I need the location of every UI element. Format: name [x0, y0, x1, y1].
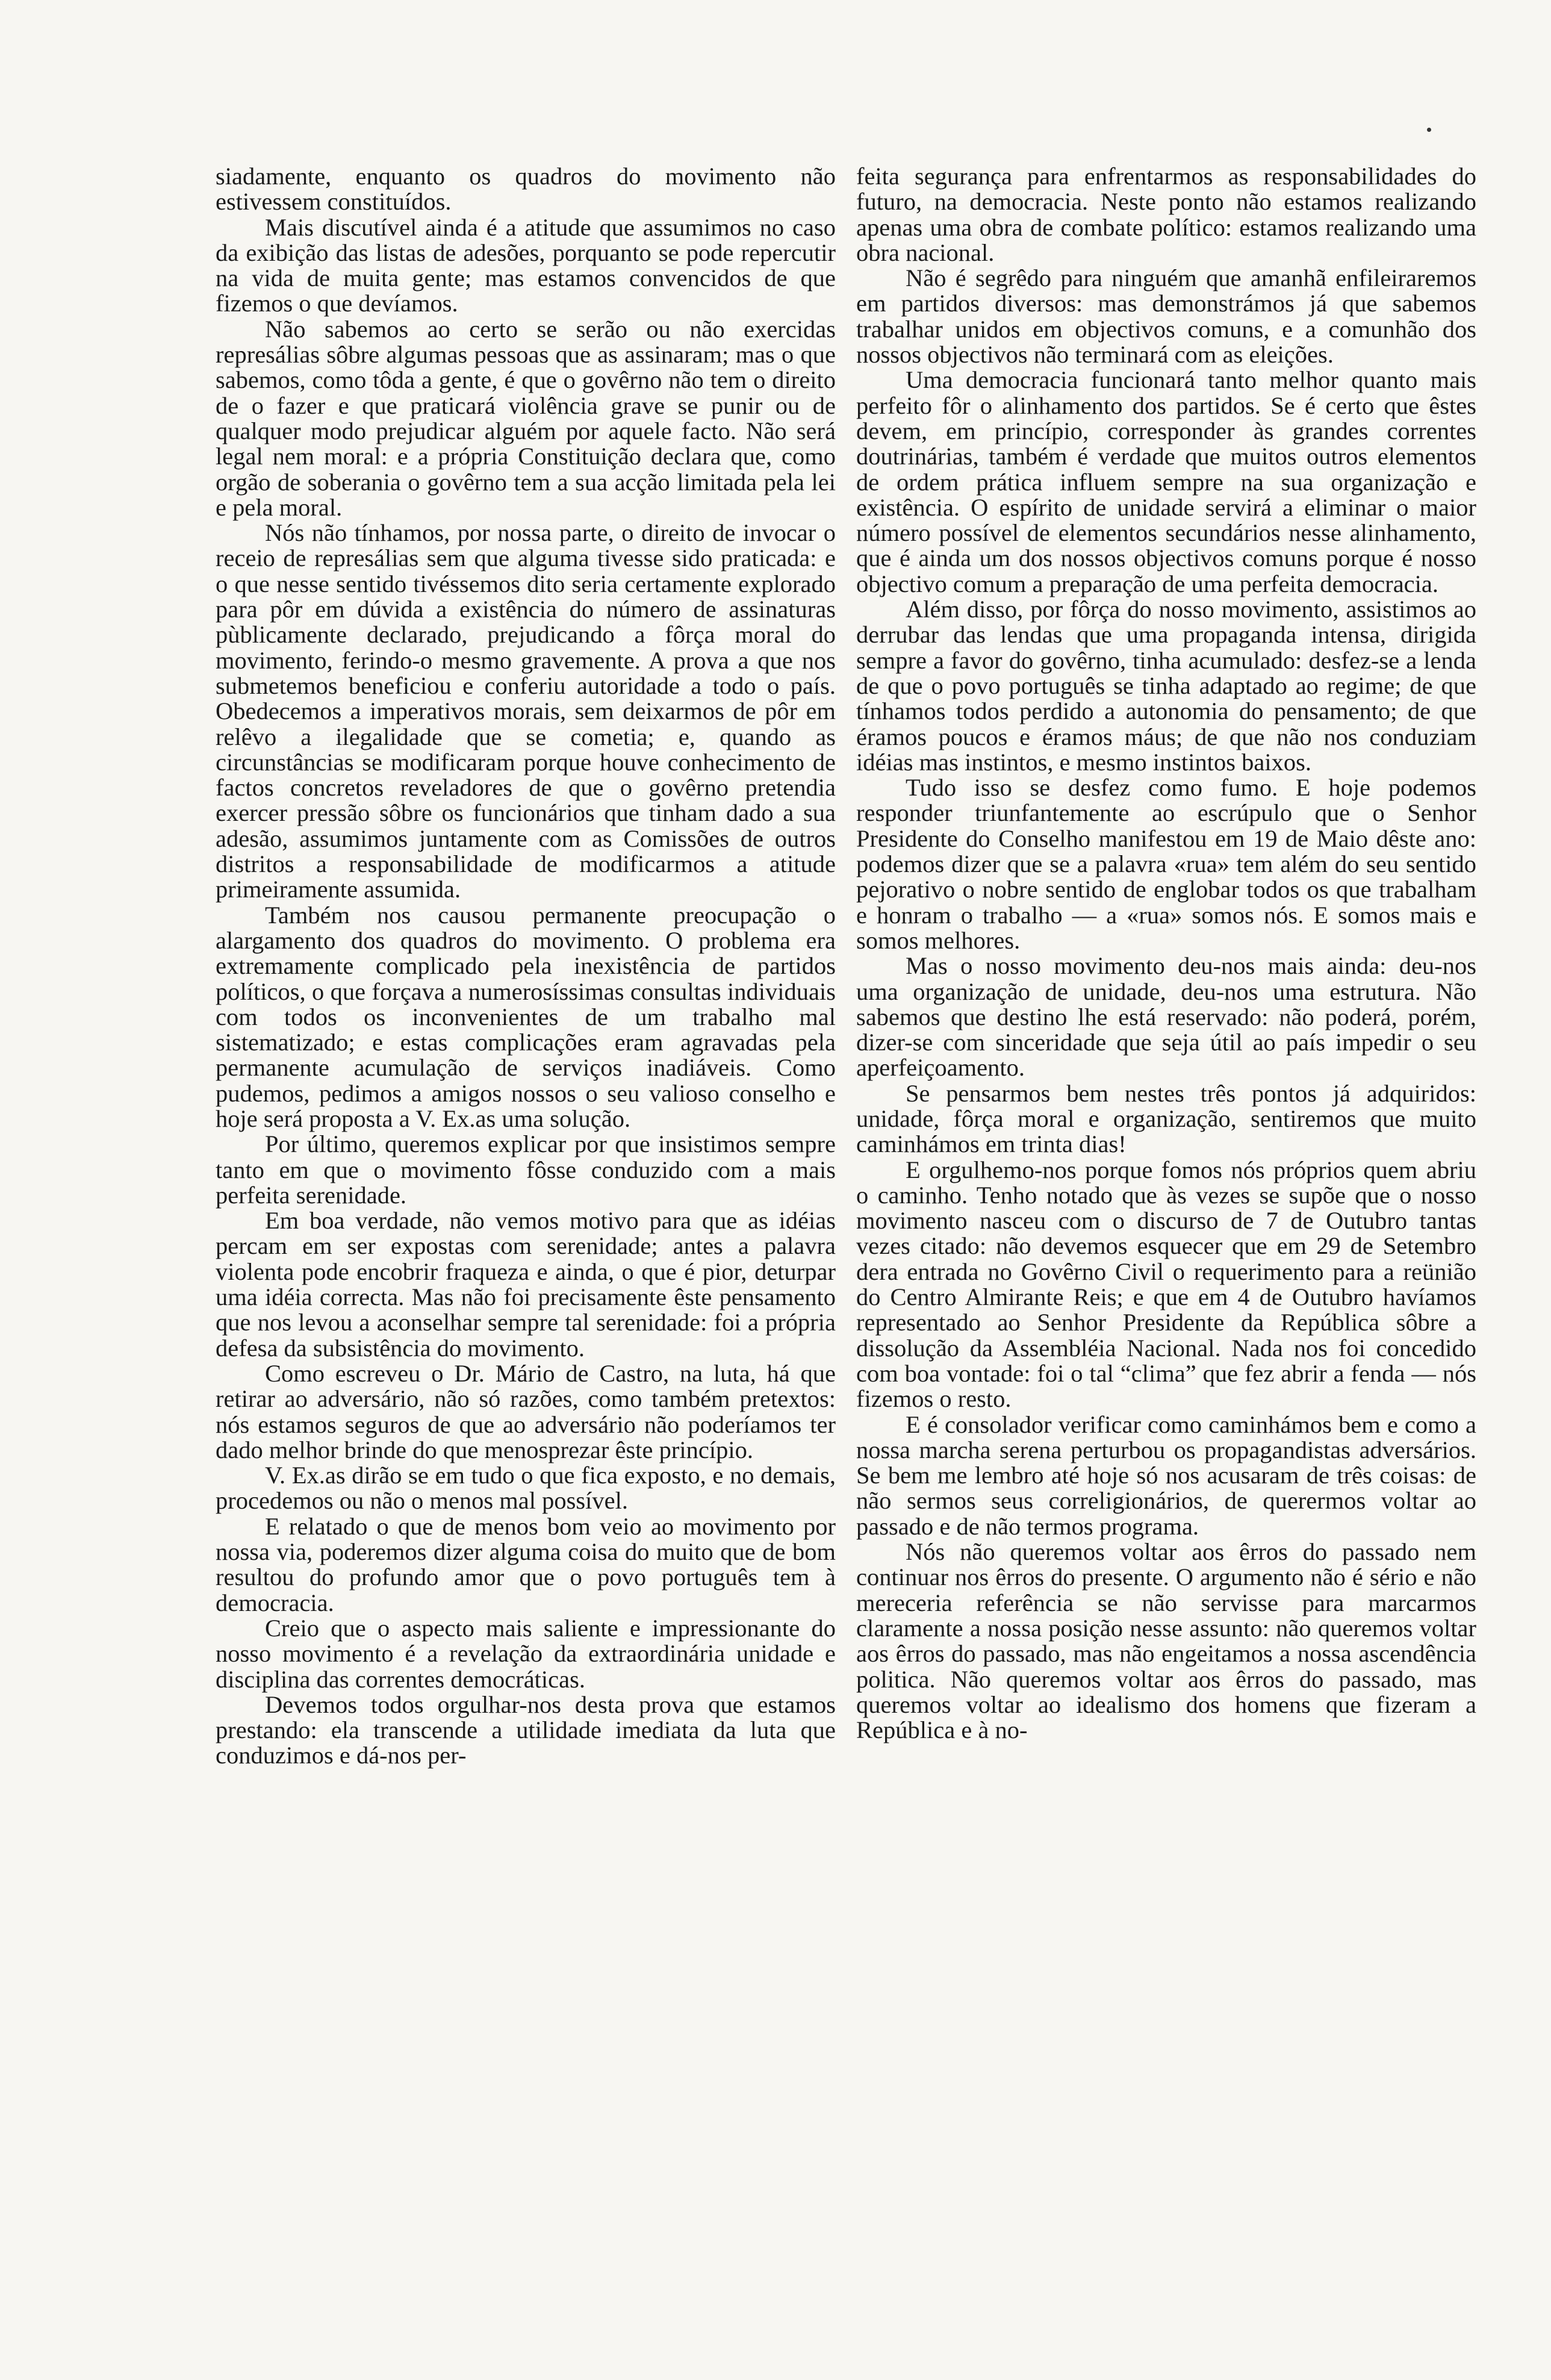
paragraph: Não é segrêdo para ninguém que amanhã enfileiraremos em partidos diversos: mas demonstrámos já que sabemos trabalhar unidos em objectivos comuns, e a comunhão dos nossos objectivos não terminará com as eleições.: [856, 264, 1476, 369]
paragraph: Se pensarmos bem nestes três pontos já adquiridos: unidade, fôrça moral e organização, sentiremos que muito caminhámos em trinta dias!: [856, 1079, 1476, 1158]
paragraph: Por último, queremos explicar por que insistimos sempre tanto em que o movimento fôsse conduzido com a mais perfeita serenidade.: [216, 1130, 836, 1209]
paragraph: E relatado o que de menos bom veio ao movimento por nossa via, poderemos dizer alguma coisa do muito que de bom resultou do profundo amor que o povo português tem à democracia.: [216, 1512, 836, 1616]
paragraph: Também nos causou permanente preocupação o alargamento dos quadros do movimento. O problema era extremamente complicado pela inexistência de partidos políticos, o que forçava a numerosíssimas consultas individuais com todos os inconvenientes de um trabalho mal sistematizado; e estas complicações eram agravadas pela permanente acumulação de serviços inadiáveis. Como pudemos, pedimos a amigos nossos o seu valioso conselho e hoje será proposta a V. Ex.as uma solução.: [216, 901, 836, 1132]
left-column: [216, 164, 836, 2308]
paragraph: E orgulhemo-nos porque fomos nós próprios quem abriu o caminho. Tenho notado que às vezes se supõe que o nosso movimento nasceu com o discurso de 7 de Outubro tantas vezes citado: não devemos esquecer que em 29 de Setembro dera entrada no Govêrno Civil o requerimento para a reünião do Centro Almirante Reis; e que em 4 de Outubro havíamos representado ao Senhor Presidente da República sôbre a dissolução da Assembléia Nacional. Nada nos foi concedido com boa vontade: foi o tal “clima” que fez abrir a fenda — nós fizemos o resto.: [856, 1156, 1476, 1413]
paragraph: Uma democracia funcionará tanto melhor quanto mais perfeito fôr o alinhamento dos partidos. Se é certo que êstes devem, em princípio, corresponder às grandes correntes doutrinárias, também é verdade que muitos outros elementos de ordem prática influem sempre na sua organização e existência. O espírito de unidade servirá a eliminar o maior número possível de elementos secundários nesse alinhamento, que é ainda um dos nossos objectivos comuns porque é nosso objectivo comum a preparação de uma perfeita democracia.: [856, 366, 1476, 597]
paragraph: Mais discutível ainda é a atitude que assumimos no caso da exibição das listas de adesões, porquanto se pode repercutir na vida de muita gente; mas estamos convencidos de que fizemos o que devíamos.: [216, 213, 836, 317]
paragraph: Em boa verdade, não vemos motivo para que as idéias percam em ser expostas com serenidade; antes a palavra violenta pode encobrir fraqueza e ainda, o que é pior, deturpar uma idéia correcta. Mas não foi precisamente êste pensamento que nos levou a aconselhar sempre tal serenidade: foi a própria defesa da subsistência do movimento.: [216, 1207, 836, 1362]
paragraph: Tudo isso se desfez como fumo. E hoje podemos responder triunfantemente ao escrúpulo que o Senhor Presidente do Conselho manifestou em 19 de Maio dêste ano: podemos dizer que se a palavra «rua» tem além do seu sentido pejorativo o nobre sentido de englobar todos os que trabalham e honram o trabalho — a «rua» somos nós. E somos mais e somos melhores.: [856, 774, 1476, 954]
paragraph: Além disso, por fôrça do nosso movimento, assistimos ao derrubar das lendas que uma propaganda intensa, dirigida sempre a favor do govêrno, tinha acumulado: desfez-se a lenda de que o povo português se tinha adaptado ao regime; de que tínhamos todos perdido a autonomia do pensamento; de que éramos poucos e éramos máus; de que não nos conduziam idéias mas instintos, e mesmo instintos baixos.: [856, 596, 1476, 776]
paragraph: siadamente, enquanto os quadros do movimento não estivessem constituídos.: [216, 164, 836, 216]
paragraph: V. Ex.as dirão se em tudo o que fica exposto, e no demais, procedemos ou não o menos mal possível.: [216, 1462, 836, 1515]
paragraph: Não sabemos ao certo se serão ou não exercidas represálias sôbre algumas pessoas que as assinaram; mas o que sabemos, como tôda a gente, é que o govêrno não tem o direito de o fazer e que praticará violência grave se punir ou de qualquer modo prejudicar alguém por aquele facto. Não será legal nem moral: e a própria Constituição declara que, como orgão de soberania o govêrno tem a sua acção limitada pela lei e pela moral.: [216, 315, 836, 521]
paragraph: Nós não queremos voltar aos êrros do passado nem continuar nos êrros do presente. O argumento não é sério e não mereceria referência se não servisse para marcarmos claramente a nossa posição nesse assunto: não queremos voltar aos êrros do passado, mas não engeitamos a nossa ascendência politica. Não queremos voltar aos êrros do passado, mas queremos voltar ao idealismo dos homens que fizeram a República e à no-: [856, 1538, 1476, 1744]
paragraph: Nós não tínhamos, por nossa parte, o direito de invocar o receio de represálias sem que alguma tivesse sido praticada: e o que nesse sentido tivéssemos dito seria certamente explorado para pôr em dúvida a existência do número de assinaturas pùblicamente declarado, prejudicando a fôrça moral do movimento, ferindo-o mesmo gravemente. A prova a que nos submetemos beneficiou e conferiu autoridade a todo o país. Obedecemos a imperativos morais, sem deixarmos de pôr em relêvo a ilegalidade que se cometia; e, quando as circunstâncias se modificaram porque houve conhecimento de factos concretos reveladores de que o govêrno pretendia exercer pressão sôbre os funcionários que tinham dado a sua adesão, assumimos juntamente com as Comissões de outros distritos a responsabilidade de modificarmos a atitude primeiramente assumida.: [216, 519, 836, 903]
paragraph: Como escreveu o Dr. Mário de Castro, na luta, há que retirar ao adversário, não só razões, como também pretextos: nós estamos seguros de que ao adversário não poderíamos ter dado melhor brinde do que menosprezar êste princípio.: [216, 1359, 836, 1463]
paragraph: Creio que o aspecto mais saliente e impressionante do nosso movimento é a revelação da extraordinária unidade e disciplina das correntes democráticas.: [216, 1614, 836, 1693]
ink-dot: [1427, 128, 1431, 132]
paragraph: Mas o nosso movimento deu-nos mais ainda: deu-nos uma organização de unidade, deu-nos uma estrutura. Não sabemos que destino lhe está reservado: não poderá, porém, dizer-se com sinceridade que seja útil ao país impedir o seu aperfeiçoamento.: [856, 952, 1476, 1082]
paragraph: E é consolador verificar como caminhámos bem e como a nossa marcha serena perturbou os propagandistas adversários. Se bem me lembro até hoje só nos acusaram de três coisas: de não sermos seus correligionários, de querermos voltar ao passado e de não termos programa.: [856, 1410, 1476, 1540]
paragraph: feita segurança para enfrentarmos as responsabilidades do futuro, na democracia. Neste ponto não estamos realizando apenas uma obra de combate político: estamos realizando uma obra nacional.: [856, 164, 1476, 266]
right-column: [856, 164, 1476, 2308]
paragraph: Devemos todos orgulhar-nos desta prova que estamos prestando: ela transcende a utilidade imediata da luta que conduzimos e dá-nos per-: [216, 1690, 836, 1769]
